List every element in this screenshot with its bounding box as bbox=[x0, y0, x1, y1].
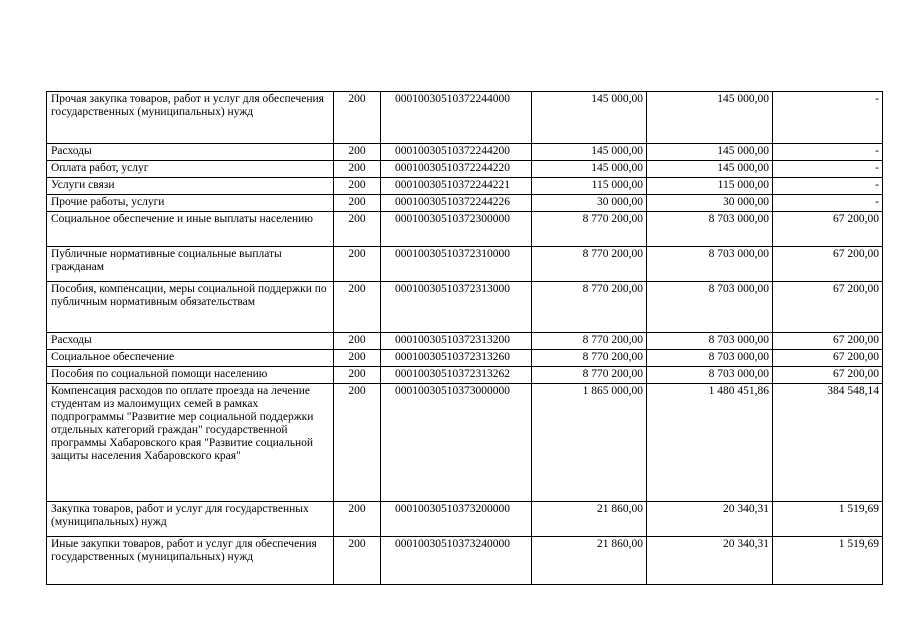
row-executed-amount: 8 703 000,00 bbox=[647, 247, 773, 282]
row-line-code: 200 bbox=[334, 144, 381, 161]
row-budget-code: 00010030510372244220 bbox=[381, 161, 532, 178]
row-unexecuted-amount: 67 200,00 bbox=[773, 367, 883, 384]
row-unexecuted-amount: 1 519,69 bbox=[773, 537, 883, 585]
row-name: Социальное обеспечение и иные выплаты населению bbox=[47, 212, 334, 247]
table-row bbox=[47, 333, 883, 350]
row-line-code: 200 bbox=[334, 161, 381, 178]
table-row bbox=[47, 195, 883, 212]
row-budget-code: 00010030510373240000 bbox=[381, 537, 532, 585]
row-unexecuted-amount: - bbox=[773, 92, 883, 144]
table-row bbox=[47, 502, 883, 537]
row-line-code: 200 bbox=[334, 282, 381, 333]
row-unexecuted-amount: 67 200,00 bbox=[773, 350, 883, 367]
table-row bbox=[47, 161, 883, 178]
row-unexecuted-amount: 67 200,00 bbox=[773, 282, 883, 333]
row-budget-code: 00010030510373200000 bbox=[381, 502, 532, 537]
row-line-code: 200 bbox=[334, 537, 381, 585]
row-budget-code: 00010030510372313200 bbox=[381, 333, 532, 350]
row-executed-amount: 8 703 000,00 bbox=[647, 333, 773, 350]
row-name: Расходы bbox=[47, 333, 334, 350]
row-name: Услуги связи bbox=[47, 178, 334, 195]
row-unexecuted-amount: - bbox=[773, 144, 883, 161]
row-budget-code: 00010030510372313262 bbox=[381, 367, 532, 384]
row-line-code: 200 bbox=[334, 502, 381, 537]
table-row bbox=[47, 367, 883, 384]
row-budget-code: 00010030510372244221 bbox=[381, 178, 532, 195]
row-budget-code: 00010030510372244000 bbox=[381, 92, 532, 144]
row-executed-amount: 145 000,00 bbox=[647, 144, 773, 161]
row-name: Прочие работы, услуги bbox=[47, 195, 334, 212]
row-line-code: 200 bbox=[334, 333, 381, 350]
row-name: Расходы bbox=[47, 144, 334, 161]
row-budget-code: 00010030510373000000 bbox=[381, 384, 532, 502]
row-unexecuted-amount: - bbox=[773, 195, 883, 212]
row-name: Закупка товаров, работ и услуг для государственных (муниципальных) нужд bbox=[47, 502, 334, 537]
row-name: Социальное обеспечение bbox=[47, 350, 334, 367]
row-unexecuted-amount: 67 200,00 bbox=[773, 212, 883, 247]
row-unexecuted-amount: - bbox=[773, 178, 883, 195]
row-approved-amount: 8 770 200,00 bbox=[532, 247, 647, 282]
row-executed-amount: 8 703 000,00 bbox=[647, 212, 773, 247]
table-row bbox=[47, 144, 883, 161]
row-name: Публичные нормативные социальные выплаты гражданам bbox=[47, 247, 334, 282]
row-line-code: 200 bbox=[334, 247, 381, 282]
row-budget-code: 00010030510372313260 bbox=[381, 350, 532, 367]
table-row bbox=[47, 178, 883, 195]
row-budget-code: 00010030510372244200 bbox=[381, 144, 532, 161]
row-budget-code: 00010030510372300000 bbox=[381, 212, 532, 247]
row-name: Прочая закупка товаров, работ и услуг для обеспечения государственных (муниципальных) нужд bbox=[47, 92, 334, 144]
table-row bbox=[47, 92, 883, 144]
row-line-code: 200 bbox=[334, 92, 381, 144]
row-name: Компенсация расходов по оплате проезда на лечение студентам из малоимущих семей в рамках подпрограммы "Развитие мер социальной поддержки отдельных категорий граждан" государственной программы Хабаровского края "Развитие социальной защиты населения Хабаровского края" bbox=[47, 384, 334, 502]
table-row bbox=[47, 247, 883, 282]
row-budget-code: 00010030510372313000 bbox=[381, 282, 532, 333]
row-executed-amount: 145 000,00 bbox=[647, 92, 773, 144]
row-unexecuted-amount: 67 200,00 bbox=[773, 333, 883, 350]
row-executed-amount: 8 703 000,00 bbox=[647, 350, 773, 367]
row-executed-amount: 8 703 000,00 bbox=[647, 367, 773, 384]
row-approved-amount: 8 770 200,00 bbox=[532, 212, 647, 247]
row-approved-amount: 1 865 000,00 bbox=[532, 384, 647, 502]
row-executed-amount: 8 703 000,00 bbox=[647, 282, 773, 333]
table-row bbox=[47, 384, 883, 502]
row-line-code: 200 bbox=[334, 212, 381, 247]
row-approved-amount: 21 860,00 bbox=[532, 502, 647, 537]
row-name: Иные закупки товаров, работ и услуг для обеспечения государственных (муниципальных) нужд bbox=[47, 537, 334, 585]
row-unexecuted-amount: 1 519,69 bbox=[773, 502, 883, 537]
row-approved-amount: 145 000,00 bbox=[532, 92, 647, 144]
row-executed-amount: 20 340,31 bbox=[647, 537, 773, 585]
row-approved-amount: 8 770 200,00 bbox=[532, 350, 647, 367]
row-name: Пособия по социальной помощи населению bbox=[47, 367, 334, 384]
table-body bbox=[47, 92, 883, 585]
row-line-code: 200 bbox=[334, 384, 381, 502]
row-name: Оплата работ, услуг bbox=[47, 161, 334, 178]
row-approved-amount: 8 770 200,00 bbox=[532, 367, 647, 384]
budget-table bbox=[46, 91, 883, 585]
table-row bbox=[47, 282, 883, 333]
row-line-code: 200 bbox=[334, 195, 381, 212]
row-approved-amount: 30 000,00 bbox=[532, 195, 647, 212]
row-line-code: 200 bbox=[334, 367, 381, 384]
row-budget-code: 00010030510372310000 bbox=[381, 247, 532, 282]
table-row bbox=[47, 350, 883, 367]
row-line-code: 200 bbox=[334, 350, 381, 367]
row-unexecuted-amount: 384 548,14 bbox=[773, 384, 883, 502]
row-executed-amount: 115 000,00 bbox=[647, 178, 773, 195]
row-unexecuted-amount: - bbox=[773, 161, 883, 178]
row-approved-amount: 21 860,00 bbox=[532, 537, 647, 585]
row-approved-amount: 8 770 200,00 bbox=[532, 333, 647, 350]
row-approved-amount: 145 000,00 bbox=[532, 144, 647, 161]
table-row bbox=[47, 212, 883, 247]
row-executed-amount: 30 000,00 bbox=[647, 195, 773, 212]
row-approved-amount: 145 000,00 bbox=[532, 161, 647, 178]
row-budget-code: 00010030510372244226 bbox=[381, 195, 532, 212]
row-line-code: 200 bbox=[334, 178, 381, 195]
row-approved-amount: 115 000,00 bbox=[532, 178, 647, 195]
row-executed-amount: 1 480 451,86 bbox=[647, 384, 773, 502]
row-approved-amount: 8 770 200,00 bbox=[532, 282, 647, 333]
row-unexecuted-amount: 67 200,00 bbox=[773, 247, 883, 282]
table-row bbox=[47, 537, 883, 585]
row-executed-amount: 145 000,00 bbox=[647, 161, 773, 178]
row-name: Пособия, компенсации, меры социальной поддержки по публичным нормативным обязательствам bbox=[47, 282, 334, 333]
row-executed-amount: 20 340,31 bbox=[647, 502, 773, 537]
